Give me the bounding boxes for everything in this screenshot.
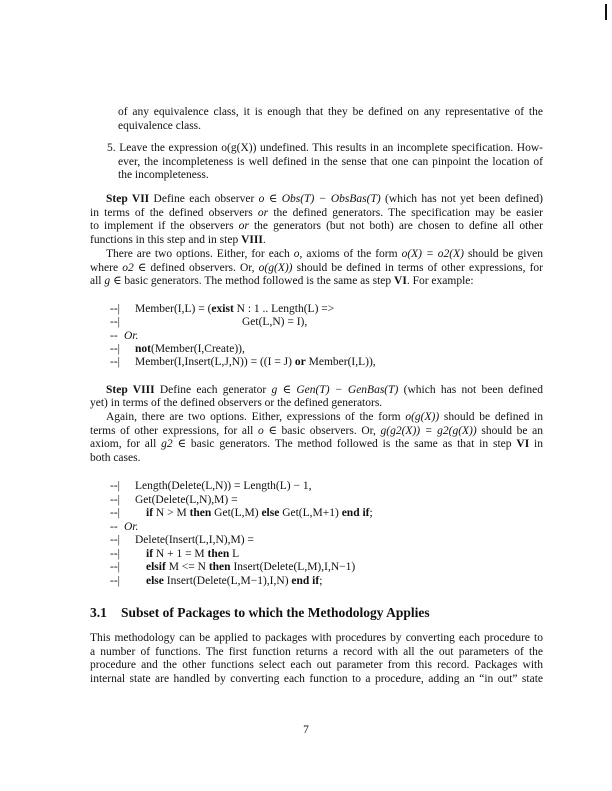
text-run: --| <box>110 574 120 587</box>
code-line <box>110 480 120 493</box>
text-line <box>90 632 543 645</box>
text-run: yet) in terms of the defined observers or the defined generators. <box>90 396 383 409</box>
text-run: to implement if the observers <box>90 219 239 232</box>
bold-text: exist <box>211 302 234 315</box>
text-run: N : 1 .. Length(L) => <box>233 302 335 315</box>
text-run: both cases. <box>90 451 141 464</box>
text-run: terms of other expressions, for all <box>90 424 258 437</box>
bold-text: Step VIII <box>106 383 155 396</box>
section-title: Subset of Packages to which the Methodology Applies <box>121 605 430 620</box>
italic-text: Obs(T) − ObsBas(T) <box>281 192 381 205</box>
code-line <box>135 343 245 356</box>
text-run: N + 1 = M <box>153 547 208 560</box>
bold-text: else <box>261 506 280 519</box>
text-run: --| <box>110 302 120 315</box>
code-line <box>135 534 254 547</box>
text-run: Define each observer <box>149 192 259 205</box>
text-run: where <box>90 261 123 274</box>
text-run: ∈ basic generators. The method followed is the same as step <box>110 274 395 287</box>
text-run: Member(I,L)), <box>305 355 376 368</box>
italic-text: Gen(T) − GenBas(T) <box>296 383 399 396</box>
text-run: Member(I,Insert(L,J,N)) = ((I = J) <box>135 355 295 368</box>
code-line <box>135 356 376 369</box>
text-run: --| <box>110 547 120 560</box>
code-line <box>110 534 120 547</box>
text-run: Get(L,M+1) <box>279 506 342 519</box>
code-line <box>135 480 311 493</box>
text-run: This methodology can be applied to packages with procedures by converting each procedure to <box>90 631 543 644</box>
text-run: should be an <box>476 424 543 437</box>
text-run: Member(I,L) = ( <box>135 302 212 315</box>
text-line <box>90 673 543 686</box>
text-run: ∈ basic observers. Or, <box>263 424 381 437</box>
text-run: There are two options. Either, for each <box>106 247 294 260</box>
code-line <box>146 575 322 588</box>
text-run: Length(Delete(L,N)) = Length(L) − 1, <box>135 479 312 492</box>
text-run: in terms of the defined observers <box>90 206 258 219</box>
text-run: internal state are handled by converting each function to a procedure, adding an “in out” state <box>90 672 543 685</box>
text-line <box>106 411 543 424</box>
text-run: L <box>229 547 240 560</box>
code-line <box>110 561 120 574</box>
text-line <box>106 384 543 397</box>
text-run: --| <box>110 355 120 368</box>
text-run: the generators (but not both) are chosen to define all other <box>248 219 543 232</box>
text-run: Define each generator <box>154 383 272 396</box>
text-run: --| <box>110 342 120 355</box>
text-run: --| <box>110 315 120 328</box>
text-run: M <= N <box>165 560 209 573</box>
italic-text: g(g2(X)) = g2(g(X)) <box>380 424 477 437</box>
italic-text: o <box>257 424 264 437</box>
code-line <box>110 316 120 329</box>
italic-text: g <box>104 274 111 287</box>
text-run: all <box>90 274 105 287</box>
text-run: in <box>529 437 543 450</box>
code-line <box>242 316 307 329</box>
text-run: equivalence class. <box>118 119 202 132</box>
text-run: Again, there are two options. Either, expressions of the form <box>106 410 406 423</box>
text-run: ever, the incompleteness is well defined in the sense that one can pinpoint the location of <box>118 155 543 168</box>
code-line <box>110 343 120 356</box>
text-run: Insert(Delete(L,M−1),I,N) <box>163 574 292 587</box>
text-line <box>107 142 543 155</box>
code-line <box>110 330 118 343</box>
bold-text: then <box>189 506 212 519</box>
text-run: ∈ basic generators. The method followed is the same as that in step <box>172 437 517 450</box>
text-run: --| <box>110 560 120 573</box>
text-line <box>90 425 543 438</box>
bold-text: then <box>207 547 230 560</box>
code-line <box>110 507 120 520</box>
text-run: Get(Delete(L,N),M) = <box>135 493 238 506</box>
text-run: ∈ <box>264 192 282 205</box>
text-run: (Member(I,Create)), <box>150 342 245 355</box>
bold-text: else <box>146 574 164 587</box>
text-run: ; <box>319 574 323 587</box>
text-run: ∈ defined observers. Or, <box>133 261 259 274</box>
text-run: the defined generators. The specification may be easier <box>268 206 543 219</box>
italic-text: or <box>238 219 249 232</box>
text-line <box>118 169 209 182</box>
text-run: --| <box>110 493 120 506</box>
code-line <box>146 548 239 561</box>
code-line <box>135 303 334 316</box>
text-line <box>90 220 543 233</box>
text-run: (which has not yet been defined) <box>380 192 544 205</box>
italic-text: o <box>293 247 300 260</box>
italic-text: Or. <box>124 329 139 342</box>
scan-edge-mark <box>605 4 607 20</box>
bold-text: VI <box>516 437 530 450</box>
text-run: ; <box>369 506 373 519</box>
bold-text: elsif <box>146 560 166 573</box>
text-run: N > M <box>153 506 190 519</box>
text-run: Get(L,N) = I), <box>242 315 308 328</box>
section-number: 3.1 <box>90 605 107 620</box>
text-run: Delete(Insert(L,I,N),M) = <box>135 533 254 546</box>
text-line <box>90 659 543 672</box>
text-run: ∈ <box>277 383 297 396</box>
text-run: , axioms of the form <box>299 247 402 260</box>
bold-text: or <box>294 355 306 368</box>
page-number: 7 <box>303 724 309 736</box>
text-line <box>90 438 543 451</box>
bold-text: VIII <box>241 233 263 246</box>
text-line <box>90 275 474 288</box>
bold-text: end if <box>341 506 370 519</box>
bold-text: if <box>146 506 154 519</box>
code-line <box>110 303 120 316</box>
text-line <box>90 262 543 275</box>
italic-text: o <box>258 192 265 205</box>
text-run: -- <box>110 329 118 342</box>
code-line <box>146 561 355 574</box>
code-line <box>110 548 120 561</box>
italic-text: g2 <box>161 437 173 450</box>
bold-text: not <box>135 342 151 355</box>
text-line <box>90 234 266 247</box>
code-line <box>135 494 238 507</box>
text-run: of any equivalence class, it is enough that they be defined on any representative of the <box>118 105 543 118</box>
text-line <box>90 397 382 410</box>
text-line <box>90 452 140 465</box>
text-run: functions in this step and in step <box>90 233 242 246</box>
italic-text: o(g(X)) <box>405 410 440 423</box>
text-run: --| <box>110 533 120 546</box>
italic-text: o(g(X)) <box>258 261 293 274</box>
text-run: procedure and the other functions select each out parameter from this record. Packages with <box>90 658 543 671</box>
text-line <box>118 120 201 133</box>
italic-text: or <box>257 206 269 219</box>
code-line <box>124 330 138 343</box>
text-run: --| <box>110 506 120 519</box>
text-run: -- <box>110 520 118 533</box>
code-line <box>110 356 120 369</box>
code-line <box>124 521 138 534</box>
text-run: should be defined in terms of other expressions, for <box>292 261 543 274</box>
text-line <box>106 193 543 206</box>
bold-text: then <box>208 560 231 573</box>
text-line <box>90 207 543 220</box>
italic-text: Or. <box>124 520 139 533</box>
text-line <box>118 156 543 169</box>
text-run: . <box>262 233 266 246</box>
text-run: the incompleteness. <box>118 168 209 181</box>
text-line <box>118 106 543 119</box>
italic-text: o(X) = o2(X) <box>401 247 464 260</box>
text-run: axiom, for all <box>90 437 162 450</box>
text-run: (which has not been defined <box>398 383 543 396</box>
text-run: Insert(Delete(L,M),I,N−1) <box>230 560 356 573</box>
italic-text: o2 <box>122 261 134 274</box>
italic-text: g <box>271 383 278 396</box>
text-run: Get(L,M) <box>211 506 262 519</box>
text-run: a number of functions. The first function returns a record with all the out parameters of the <box>90 645 543 658</box>
text-run: 5. Leave the expression o(g(X)) undefined. This results in an incomplete specification. How- <box>107 141 543 154</box>
text-run: should be defined in <box>439 410 543 423</box>
text-line <box>90 646 543 659</box>
bold-text: Step VII <box>106 192 150 205</box>
text-line <box>106 248 543 261</box>
text-run: --| <box>110 479 120 492</box>
code-line <box>110 521 118 534</box>
bold-text: end if <box>291 574 320 587</box>
text-run: should be given <box>463 247 544 260</box>
code-line <box>110 575 120 588</box>
code-line <box>110 494 120 507</box>
bold-text: if <box>146 547 154 560</box>
bold-text: VI <box>394 274 407 287</box>
code-line <box>146 507 373 520</box>
text-run: . For example: <box>406 274 474 287</box>
